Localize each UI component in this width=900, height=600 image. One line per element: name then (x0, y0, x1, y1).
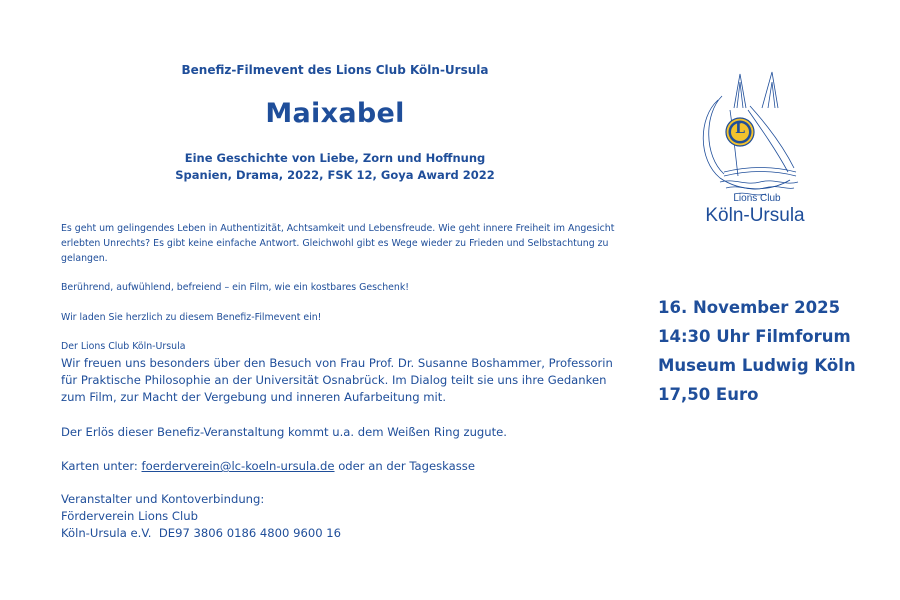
event-venue: Museum Ludwig Köln (658, 356, 856, 375)
logo-club-small: Lions Club (733, 193, 781, 204)
intro-paragraph-3: Wir laden Sie herzlich zu diesem Benefiz-Filmevent ein! (61, 312, 322, 323)
subtitle-line-1: Eine Geschichte von Liebe, Zorn und Hoffnung (184, 151, 486, 165)
organizer-line-3: Köln-Ursula e.V. DE97 3806 0186 4800 9600 16 (61, 526, 342, 540)
lions-emblem-letter: L (735, 121, 745, 137)
film-title: Maixabel (265, 98, 405, 129)
tickets-email-link[interactable]: foerderverein@lc-koeln-ursula.de (141, 459, 335, 473)
event-kicker: Benefiz-Filmevent des Lions Club Köln-Ursula (181, 63, 489, 77)
tickets-prefix: Karten unter: (61, 459, 142, 473)
tickets-suffix: oder an der Tageskasse (334, 459, 475, 473)
event-details (658, 293, 856, 409)
subtitle-line-2: Spanien, Drama, 2022, FSK 12, Goya Award 2022 (175, 168, 495, 182)
event-time-place: 14:30 Uhr Filmforum (658, 327, 851, 346)
organizer-line-1: Veranstalter und Kontoverbindung: (61, 492, 265, 506)
intro-signature: Der Lions Club Köln-Ursula (61, 341, 186, 352)
proceeds-paragraph: Der Erlös dieser Benefiz-Veranstaltung kommt u.a. dem Weißen Ring zugute. (61, 425, 507, 439)
tickets-paragraph (61, 458, 631, 475)
guest-paragraph: Wir freuen uns besonders über den Besuch von Frau Prof. Dr. Susanne Boshammer, Professorin für Praktische Philosophie an der Universität Osnabrück. Im Dialog teilt sie uns ihre Gedanken zum Film, zur Macht der Vergebung und inneren Aufarbeitung mit. (61, 356, 613, 404)
organizer-block (61, 491, 631, 542)
logo-club-name: Köln-Ursula (705, 205, 805, 226)
film-subtitle (60, 150, 610, 184)
intro-paragraph-1: Es geht um gelingendes Leben in Authentizität, Achtsamkeit und Lebensfreude. Wie geht innere Freiheit im Angesicht erlebten Unrechts? Es gibt keine einfache Antwort. Gleichwohl gibt es Wege wieder zu Frieden und Selbstachtung zu gelangen. (61, 223, 615, 264)
organizer-line-2: Förderverein Lions Club (61, 509, 198, 523)
event-price: 17,50 Euro (658, 385, 759, 404)
event-date: 16. November 2025 (658, 298, 841, 317)
intro-paragraph-2: Berührend, aufwühlend, befreiend – ein Film, wie ein kostbares Geschenk! (61, 282, 410, 293)
